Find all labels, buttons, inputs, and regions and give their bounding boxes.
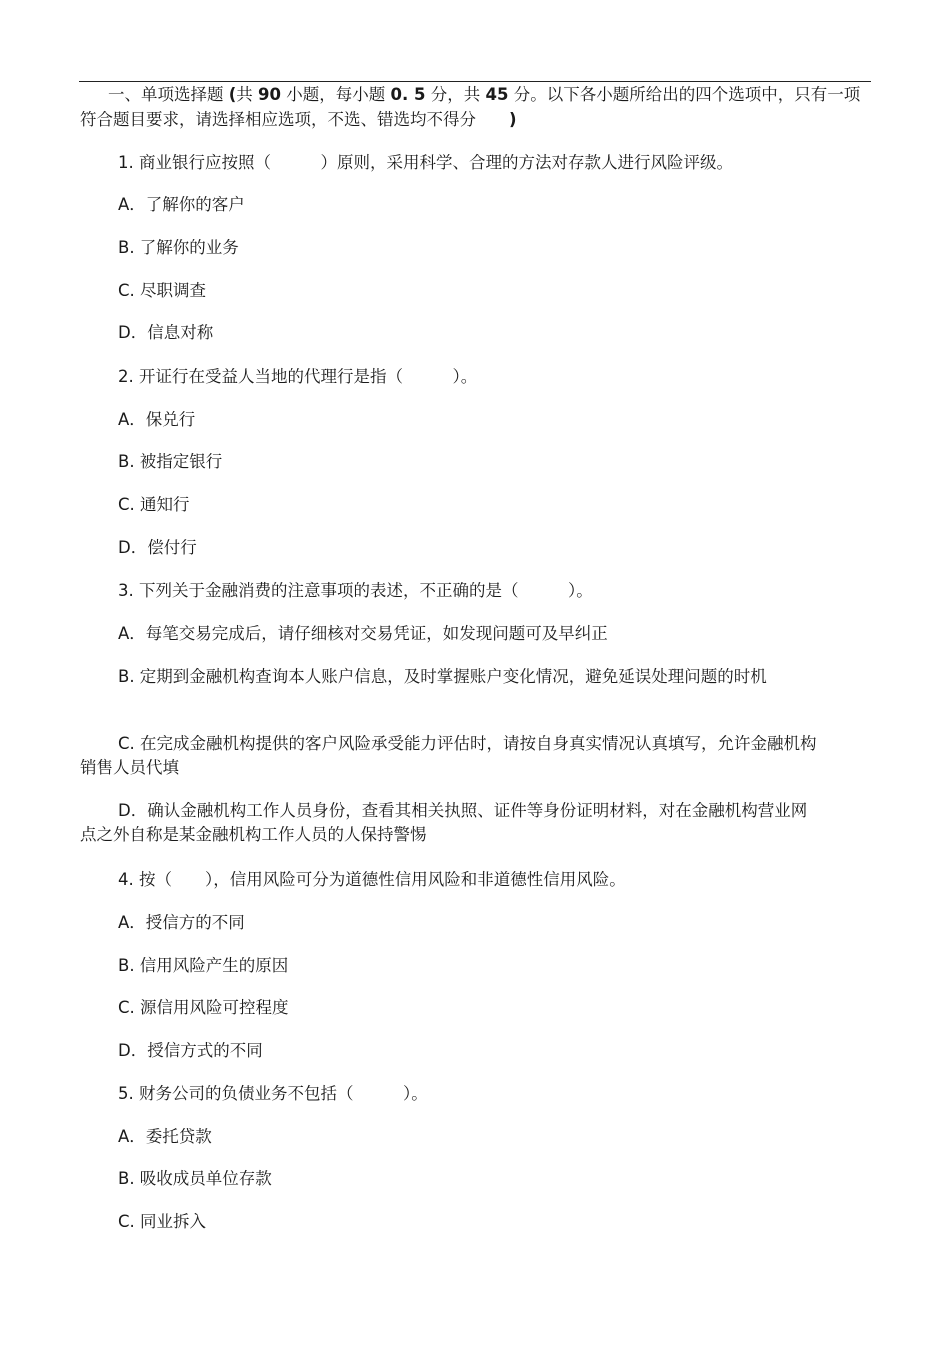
question-1-stem: 1. 商业银行应按照（ ）原则，采用科学、合理的方法对存款人进行风险评级。 (118, 153, 733, 172)
question-5-option-c: C. 同业拆入 (118, 1212, 207, 1231)
question-5-option-b: B. 吸收成员单位存款 (118, 1169, 272, 1188)
question-3-stem: 3. 下列关于金融消费的注意事项的表述，不正确的是（ ）。 (118, 581, 593, 600)
question-3-option-b: B. 定期到金融机构查询本人账户信息，及时掌握账户变化情况，避免延误处理问题的时机 (118, 667, 767, 686)
question-4-option-b: B. 信用风险产生的原因 (118, 956, 289, 975)
question-2-option-d: D．偿付行 (118, 538, 197, 557)
question-4-option-a: A．授信方的不同 (118, 913, 245, 932)
question-4-option-d: D．授信方式的不同 (118, 1041, 263, 1060)
section-heading: 一、单项选择题 (共 90 小题，每小题 0. 5 分，共 45 分。以下各小题所给出的四个选项中，只有一项符合题目要求，请选择相应选项，不选、错选均不得分 ) (80, 85, 861, 129)
question-3-option-d: D．确认金融机构工作人员身份，查看其相关执照、证件等身份证明材料，对在金融机构营业网点之外自称是某金融机构工作人员的人保持警惕 (80, 801, 808, 844)
question-2-option-a: A．保兑行 (118, 410, 196, 429)
question-1-option-c: C. 尽职调查 (118, 281, 207, 300)
question-1-option-a: A．了解你的客户 (118, 195, 245, 214)
question-4-option-c: C. 源信用风险可控程度 (118, 998, 289, 1017)
question-2-stem: 2. 开证行在受益人当地的代理行是指（ ）。 (118, 367, 478, 386)
question-2-option-b: B. 被指定银行 (118, 452, 223, 471)
question-3-option-c: C. 在完成金融机构提供的客户风险承受能力评估时，请按自身真实情况认真填写，允许金融机构销售人员代填 (80, 734, 817, 777)
question-1-option-d: D．信息对称 (118, 323, 214, 342)
question-5-option-a: A．委托贷款 (118, 1127, 212, 1146)
question-3-option-a: A．每笔交易完成后，请仔细核对交易凭证，如发现问题可及早纠正 (118, 624, 608, 643)
question-1-option-b: B. 了解你的业务 (118, 238, 239, 257)
question-4-stem: 4. 按（ ），信用风险可分为道德性信用风险和非道德性信用风险。 (118, 870, 626, 889)
question-5-stem: 5. 财务公司的负债业务不包括（ ）。 (118, 1084, 428, 1103)
question-2-option-c: C. 通知行 (118, 495, 190, 514)
